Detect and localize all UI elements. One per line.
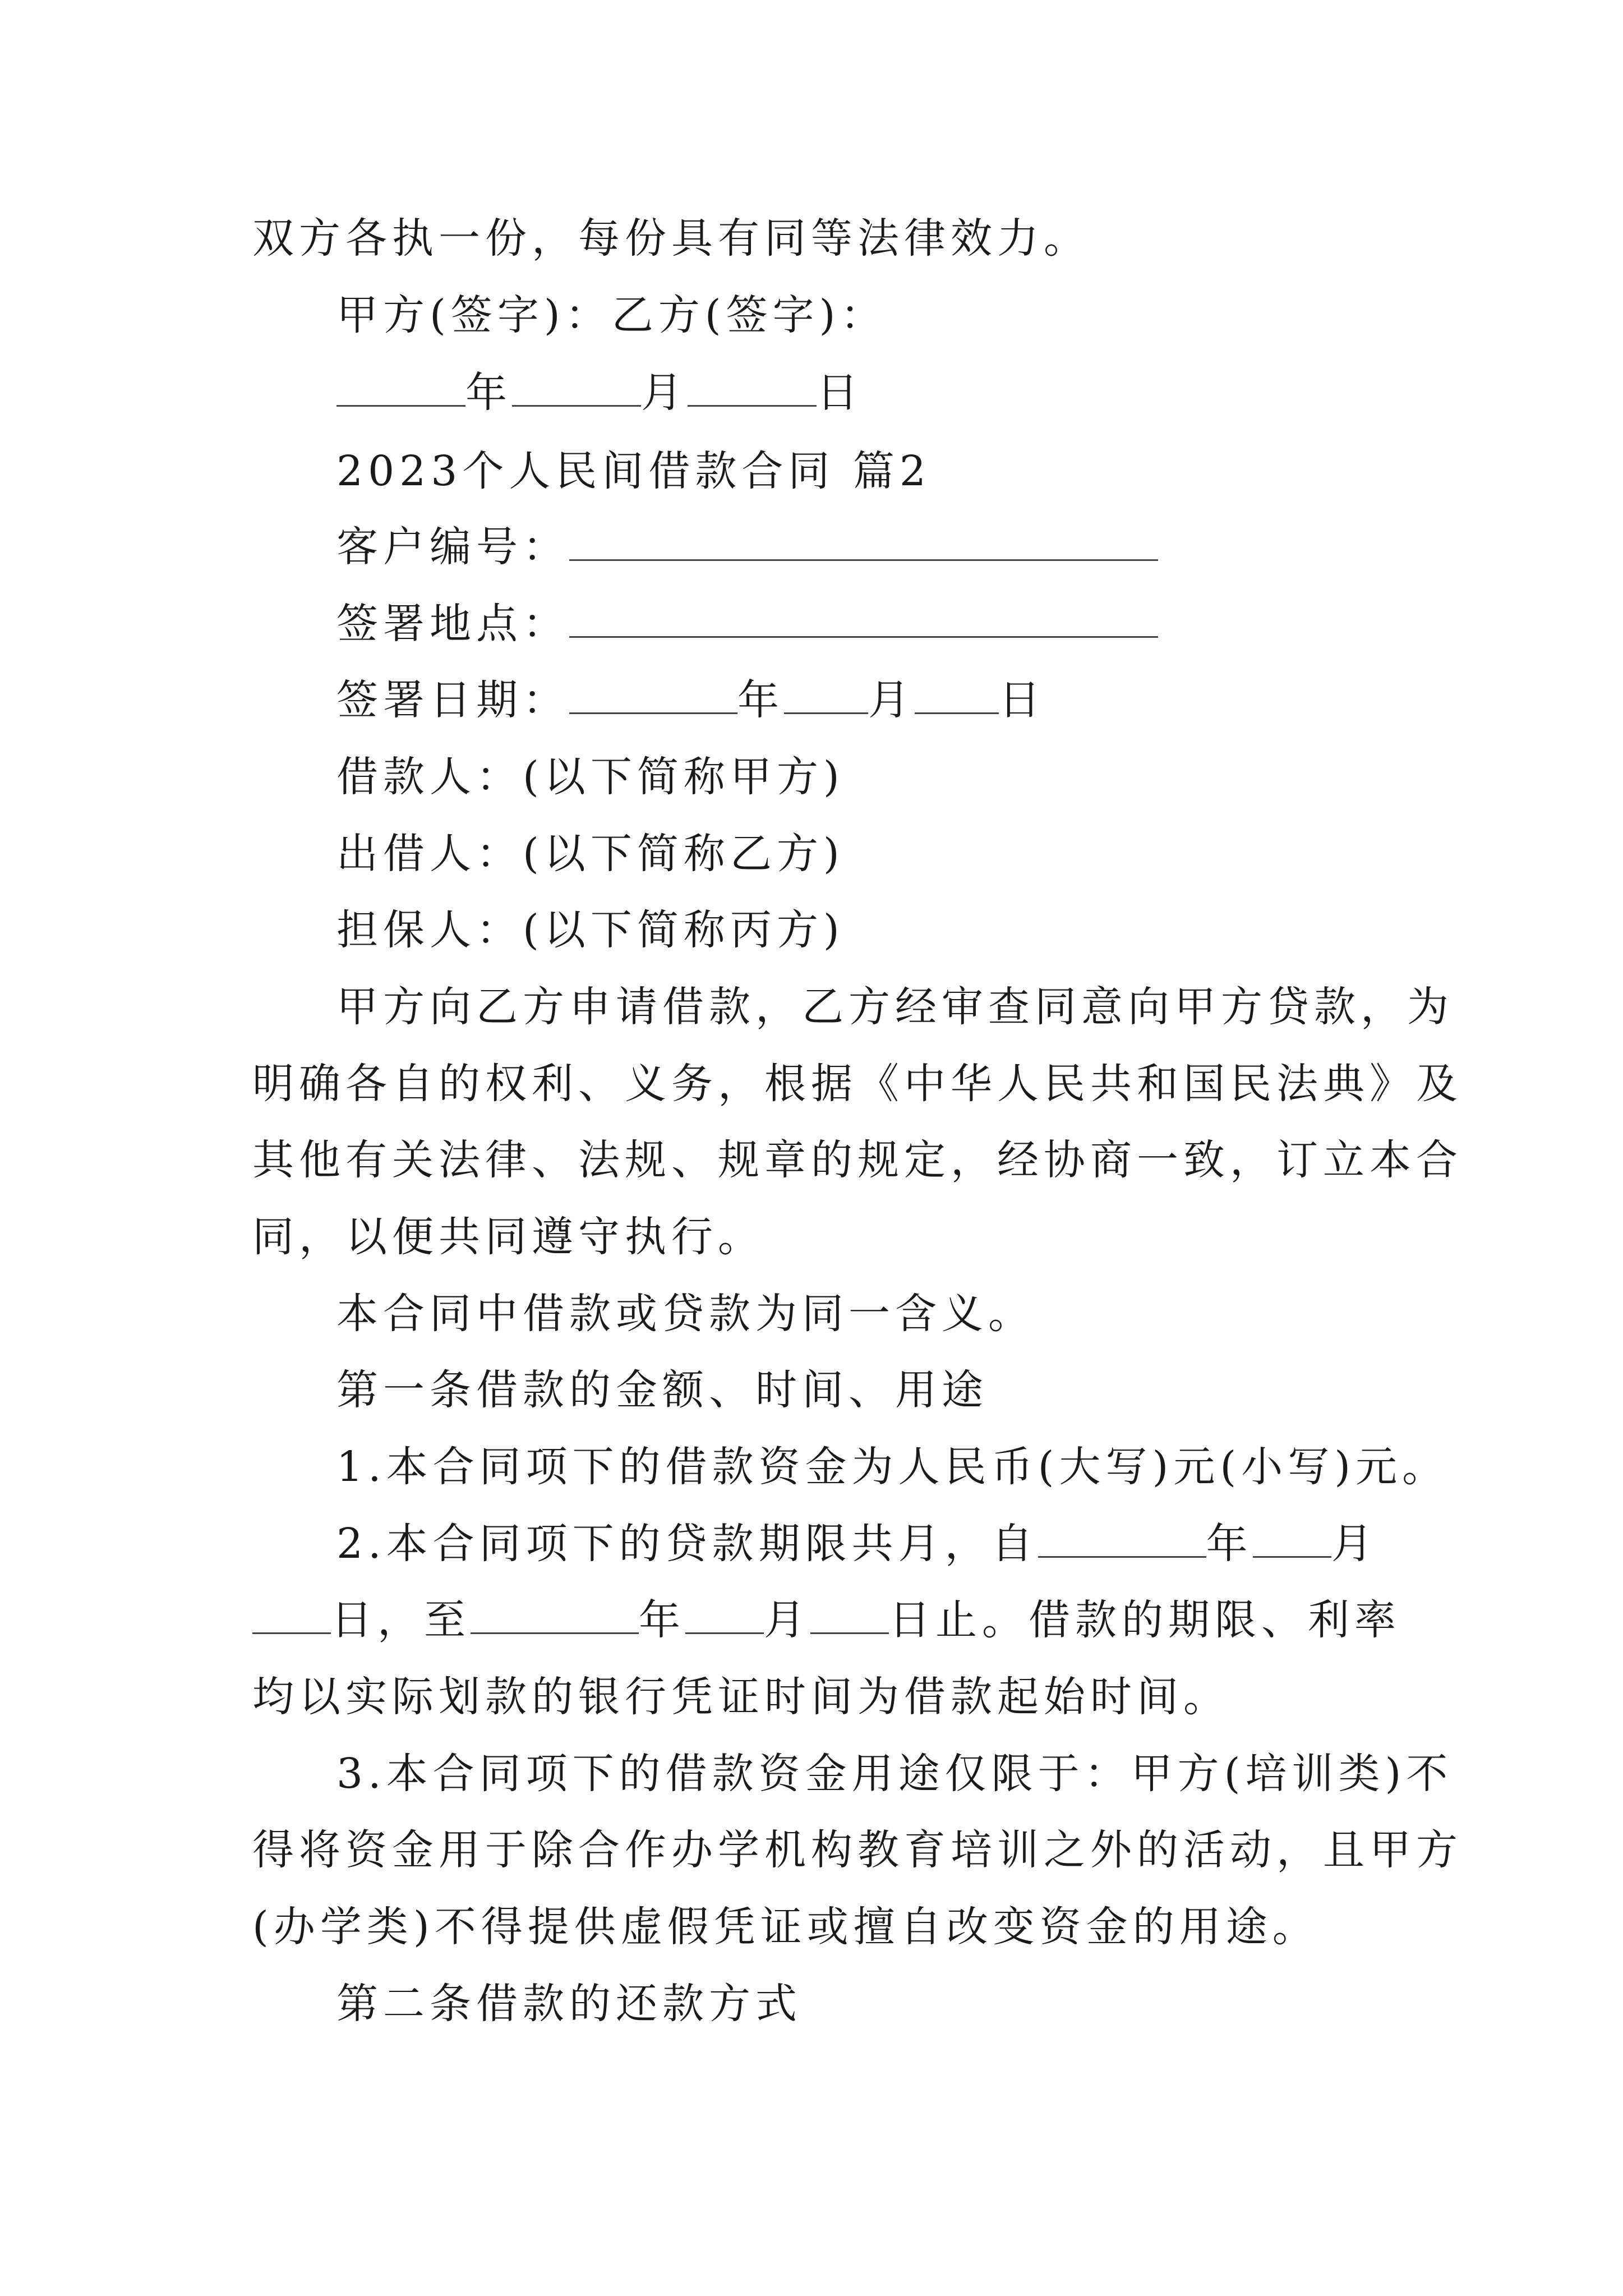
text-line: 1.本合同项下的借款资金为人民币(大写)元(小写)元。 xyxy=(336,1443,1449,1491)
month-blank xyxy=(784,673,868,714)
text-line: (办学类)不得提供虚假凭证或擅自改变资金的用途。 xyxy=(252,1903,1319,1951)
text-line: 甲方向乙方申请借款，乙方经审查同意向甲方贷款，为 xyxy=(336,983,1454,1031)
signing-date-line: 签署日期： 年 月 日 xyxy=(336,672,1399,728)
customer-number-line: 客户编号： xyxy=(336,519,1399,575)
month-blank xyxy=(1253,1517,1331,1558)
month-blank xyxy=(512,366,641,407)
section-title: 2023个人民间借款合同 篇2 xyxy=(336,447,931,495)
day-blank xyxy=(810,1593,889,1634)
text-line: 明确各自的权利、义务，根据《中华人民共和国民法典》及 xyxy=(252,1060,1463,1108)
year-blank xyxy=(1038,1517,1206,1558)
loan-term-line: 2.本合同项下的贷款期限共月，自 年 月 xyxy=(336,1516,1399,1572)
loan-term-line: 日，至 年 月 日止。借款的期限、利率 xyxy=(252,1592,1399,1648)
text-line: 得将资金用于除合作办学机构教育培训之外的活动，且甲方 xyxy=(252,1826,1463,1874)
year-blank xyxy=(569,673,737,714)
text-line: 均以实际划款的银行凭证时间为借款起始时间。 xyxy=(252,1673,1230,1721)
guarantor-line: 担保人：(以下简称丙方) xyxy=(336,906,845,954)
date-blank-line: 年 月 日 xyxy=(336,365,1399,421)
year-blank xyxy=(336,366,465,407)
day-blank xyxy=(688,366,817,407)
text-line: 其他有关法律、法规、规章的规定，经协商一致，订立本合 xyxy=(252,1136,1463,1184)
text-line: 同，以便共同遵守执行。 xyxy=(252,1213,764,1261)
year-blank xyxy=(471,1593,639,1634)
customer-number-blank xyxy=(569,520,1158,561)
day-blank xyxy=(915,673,999,714)
signing-place-line: 签署地点： xyxy=(336,596,1399,652)
text-line: 3.本合同项下的借款资金用途仅限于：甲方(培训类)不 xyxy=(336,1750,1453,1798)
day-blank xyxy=(252,1593,331,1634)
borrower-line: 借款人：(以下简称甲方) xyxy=(336,753,845,801)
lender-line: 出借人：(以下简称乙方) xyxy=(336,830,845,878)
article-heading: 第二条借款的还款方式 xyxy=(336,1980,802,2028)
text-line: 双方各执一份，每份具有同等法律效力。 xyxy=(252,214,1090,263)
signing-place-blank xyxy=(569,597,1158,638)
text-line: 本合同中借款或贷款为同一含义。 xyxy=(336,1290,1035,1338)
month-blank xyxy=(685,1593,764,1634)
signature-line: 甲方(签字)：乙方(签字)： xyxy=(336,291,887,339)
article-heading: 第一条借款的金额、时间、用途 xyxy=(336,1366,988,1414)
